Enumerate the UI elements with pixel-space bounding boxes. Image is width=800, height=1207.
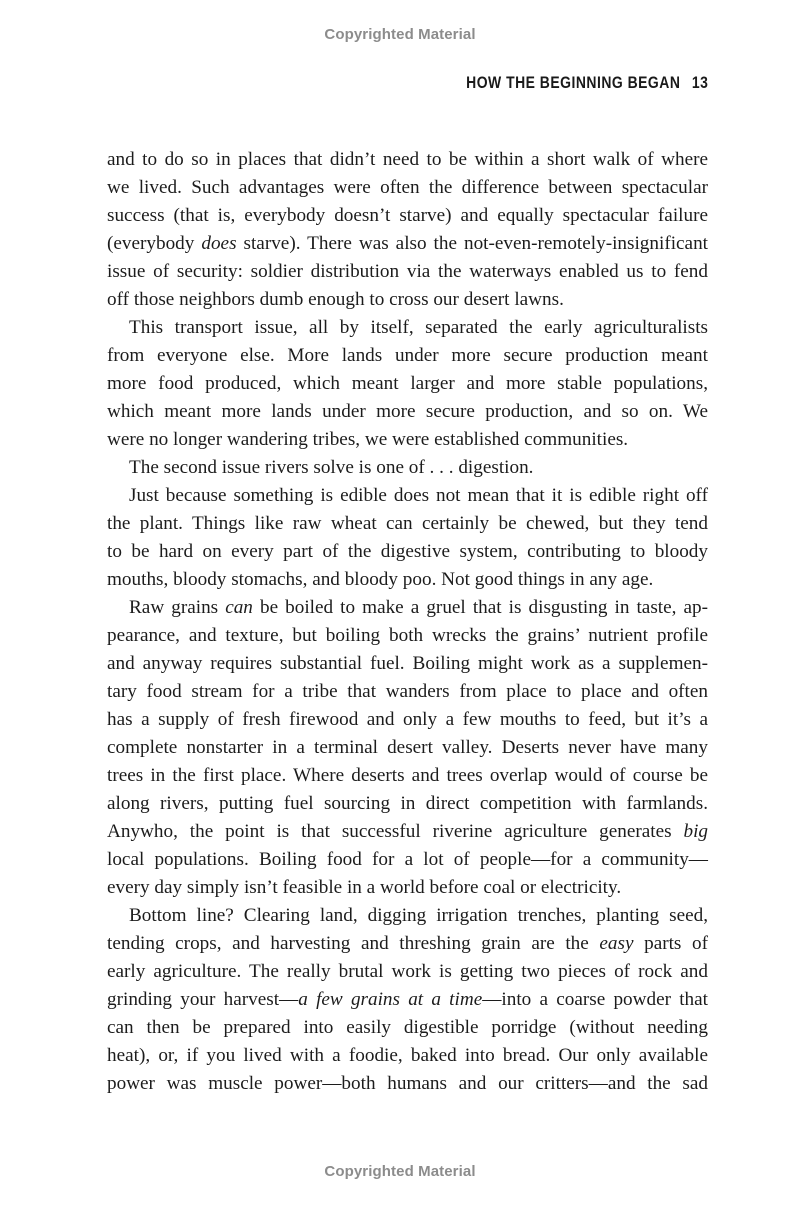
text-line: early agriculture. The really brutal work is getting two pieces of rock and [107, 961, 708, 982]
text-line: and to do so in places that didn’t need to be within a short walk of where [107, 149, 708, 170]
watermark-bottom: Copyrighted Material [324, 1163, 476, 1180]
text-line [107, 594, 708, 622]
text-line: were no longer wandering tribes, we were established communities. [107, 429, 629, 450]
text-line: Bottom line? Clearing land, digging irrigation trenches, planting seed, [129, 905, 708, 926]
watermark-top: Copyrighted Material [324, 26, 476, 43]
text-line: along rivers, putting fuel sourcing in direct competition with farmlands. [107, 793, 708, 814]
text-line: from everyone else. More lands under more secure production meant [107, 345, 708, 366]
text-line: can then be prepared into easily digestible porridge (without needing [107, 1017, 708, 1038]
text-line: and anyway requires substantial fuel. Boiling might work as a supplemen- [107, 653, 708, 674]
text-run: Raw grains [129, 597, 226, 618]
text-line: mouths, bloody stomachs, and bloody poo. Not good things in any age. [107, 569, 654, 590]
text-run: tending crops, and harvesting and threshing grain are the [107, 933, 600, 954]
body-text [107, 146, 708, 1098]
text-line [107, 230, 708, 258]
text-line: trees in the first place. Where deserts and trees overlap would of course be [107, 765, 708, 786]
text-line [107, 986, 708, 1014]
text-line: success (that is, everybody doesn’t starve) and equally spectacular failure [107, 205, 708, 226]
text-line: to be hard on every part of the digestive system, contributing to bloody [107, 541, 708, 562]
text-line: power was muscle power—both humans and our critters—and the sad [107, 1073, 708, 1094]
running-header [466, 73, 708, 93]
text-line: heat), or, if you lived with a foodie, baked into bread. Our only available [107, 1045, 708, 1066]
text-line: more food produced, which meant larger and more stable populations, [107, 373, 708, 394]
text-line: pearance, and texture, but boiling both wrecks the grains’ nutrient profile [107, 625, 708, 646]
page-number: 13 [691, 73, 708, 92]
text-run: starve). There was also the not-even-remotely-insignificant [236, 233, 708, 254]
text-line: has a supply of fresh firewood and only a few mouths to feed, but it’s a [107, 709, 708, 730]
text-line: every day simply isn’t feasible in a world before coal or electricity. [107, 877, 622, 898]
text-run: parts of [633, 933, 708, 954]
text-run: be boiled to make a gruel that is disgusting in taste, ap- [252, 597, 708, 618]
text-line: complete nonstarter in a terminal desert valley. Deserts never have many [107, 737, 708, 758]
italic-run: big [683, 821, 708, 842]
text-line: which meant more lands under more secure production, and so on. We [107, 401, 708, 422]
italic-run: a few grains at a time [298, 989, 483, 1010]
text-line [107, 930, 708, 958]
italic-run: can [225, 597, 253, 618]
text-line: off those neighbors dumb enough to cross our desert lawns. [107, 289, 564, 310]
chapter-title: HOW THE BEGINNING BEGAN [465, 73, 681, 92]
text-line: The second issue rivers solve is one of . . . digestion. [129, 457, 534, 478]
italic-run: does [201, 233, 237, 254]
text-line: This transport issue, all by itself, separated the early agriculturalists [129, 317, 708, 338]
text-line [107, 818, 708, 846]
italic-run: easy [599, 933, 634, 954]
text-line: issue of security: soldier distribution via the waterways enabled us to fend [107, 261, 708, 282]
text-run: (everybody [107, 233, 202, 254]
text-run: Anywho, the point is that successful riverine agriculture generates [107, 821, 684, 842]
text-line: we lived. Such advantages were often the difference between spectacular [107, 177, 708, 198]
text-run: —into a coarse powder that [482, 989, 708, 1010]
text-line: the plant. Things like raw wheat can certainly be chewed, but they tend [107, 513, 708, 534]
text-run: grinding your harvest— [107, 989, 299, 1010]
text-line: tary food stream for a tribe that wanders from place to place and often [107, 681, 708, 702]
text-line: local populations. Boiling food for a lot of people—for a community— [107, 849, 708, 870]
text-line: Just because something is edible does not mean that it is edible right off [129, 485, 708, 506]
